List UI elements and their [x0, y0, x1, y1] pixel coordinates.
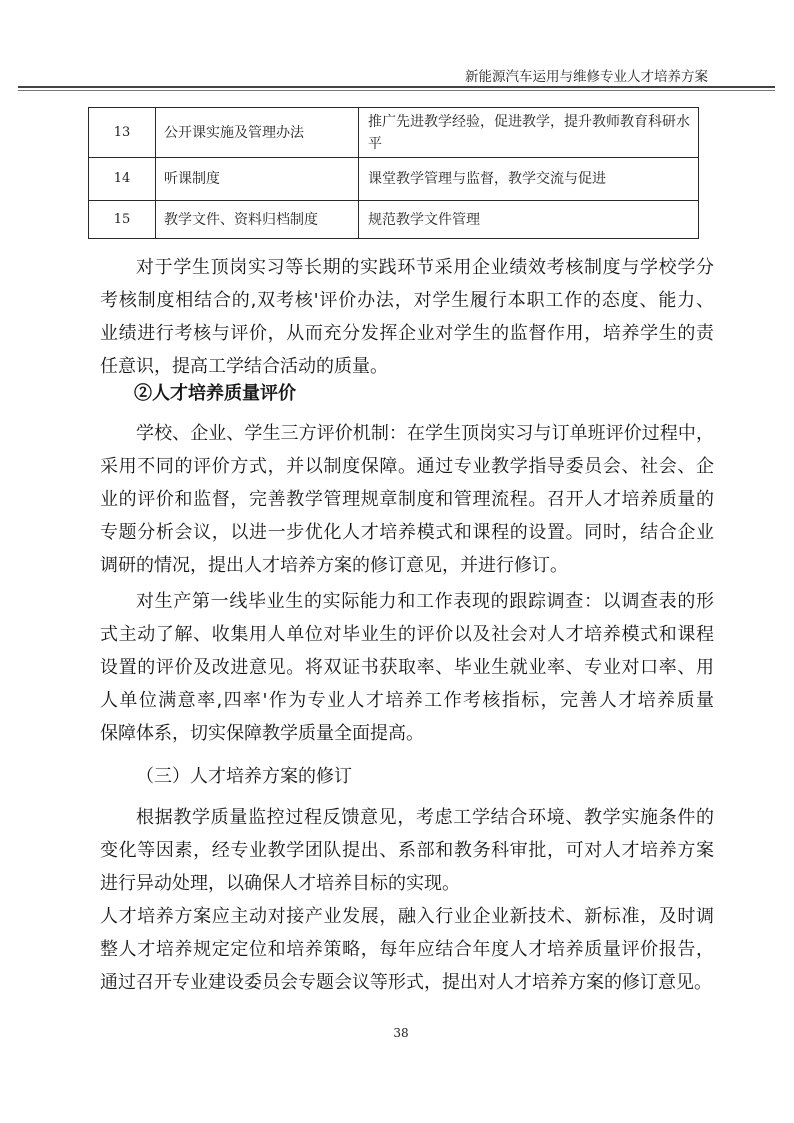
- paragraph-three-party-evaluation: [100, 417, 714, 582]
- header-double-rule: [18, 86, 775, 92]
- row-number-cell: 14: [89, 158, 156, 201]
- row-number-cell: 13: [89, 108, 156, 158]
- header-rule-thin-line: [18, 90, 775, 91]
- paragraph-dual-assessment: [100, 251, 714, 383]
- text-line: 保障体系，切实保障教学质量全面提高。: [100, 723, 424, 744]
- regulation-name-cell: 公开课实施及管理办法: [156, 108, 359, 158]
- regulation-name-cell: 听课制度: [156, 158, 359, 201]
- page-number: 38: [393, 1026, 409, 1040]
- header-rule-thick-line: [18, 86, 775, 88]
- paragraph-industry-alignment: [100, 900, 714, 999]
- section-heading-plan-revision: （三）人才培养方案的修订: [136, 766, 352, 787]
- row-number-cell: 15: [89, 201, 156, 239]
- text-line: 对生产第一线毕业生的实际能力和工作表现的跟踪调查：以调查表的形: [136, 591, 714, 612]
- text-line: 整人才培养规定定位和培养策略，每年应结合年度人才培养质量评价报告，: [100, 939, 714, 960]
- regulation-purpose-cell: 推广先进教学经验，促进教学，提升教师教育科研水平: [359, 108, 699, 158]
- table-row: [89, 158, 699, 201]
- text-line: 变化等因素，经专业教学团队提出、系部和教务科审批，可对人才培养方案: [100, 840, 714, 861]
- paragraph-revision-process: [100, 801, 714, 900]
- text-line: 专题分析会议，以进一步优化人才培养模式和课程的设置。同时，结合企业: [100, 522, 714, 543]
- running-header-title: 新能源汽车运用与维修专业人才培养方案: [465, 69, 708, 85]
- regulation-purpose-cell: 规范教学文件管理: [359, 201, 699, 239]
- text-line: 设置的评价及改进意见。将双证书获取率、毕业生就业率、专业对口率、用: [100, 657, 714, 678]
- text-line: 式主动了解、收集用人单位对毕业生的评价以及社会对人才培养模式和课程: [100, 624, 714, 645]
- text-line: 考核制度相结合的,双考核'评价办法，对学生履行本职工作的态度、能力、: [100, 290, 714, 311]
- regulation-purpose-cell: 课堂教学管理与监督，教学交流与促进: [359, 158, 699, 201]
- text-line: 任意识，提高工学结合活动的质量。: [100, 356, 388, 377]
- section-heading-quality-evaluation: ②人才培养质量评价: [134, 383, 296, 404]
- paragraph-graduate-tracking: [100, 585, 714, 750]
- text-line: 根据教学质量监控过程反馈意见，考虑工学结合环境、教学实施条件的: [136, 807, 714, 828]
- table-row: [89, 201, 699, 239]
- regulations-table: [88, 107, 699, 239]
- text-line: 调研的情况，提出人才培养方案的修订意见，并进行修订。: [100, 555, 568, 576]
- text-line: 采用不同的评价方式，并以制度保障。通过专业教学指导委员会、社会、企: [100, 456, 714, 477]
- table-row: [89, 108, 699, 158]
- text-line: 对于学生顶岗实习等长期的实践环节采用企业绩效考核制度与学校学分: [136, 257, 714, 278]
- text-line: 进行异动处理，以确保人才培养目标的实现。: [100, 873, 460, 894]
- text-line: 通过召开专业建设委员会专题会议等形式，提出对人才培养方案的修订意见。: [100, 972, 712, 993]
- regulation-name-cell: 教学文件、资料归档制度: [156, 201, 359, 239]
- text-line: 业绩进行考核与评价，从而充分发挥企业对学生的监督作用，培养学生的责: [100, 323, 714, 344]
- text-line: 人才培养方案应主动对接产业发展，融入行业企业新技术、新标准，及时调: [100, 906, 714, 927]
- text-line: 业的评价和监督，完善教学管理规章制度和管理流程。召开人才培养质量的: [100, 489, 714, 510]
- text-line: 人单位满意率,四率'作为专业人才培养工作考核指标，完善人才培养质量: [100, 690, 714, 711]
- text-line: 学校、企业、学生三方评价机制：在学生顶岗实习与订单班评价过程中，: [136, 423, 714, 444]
